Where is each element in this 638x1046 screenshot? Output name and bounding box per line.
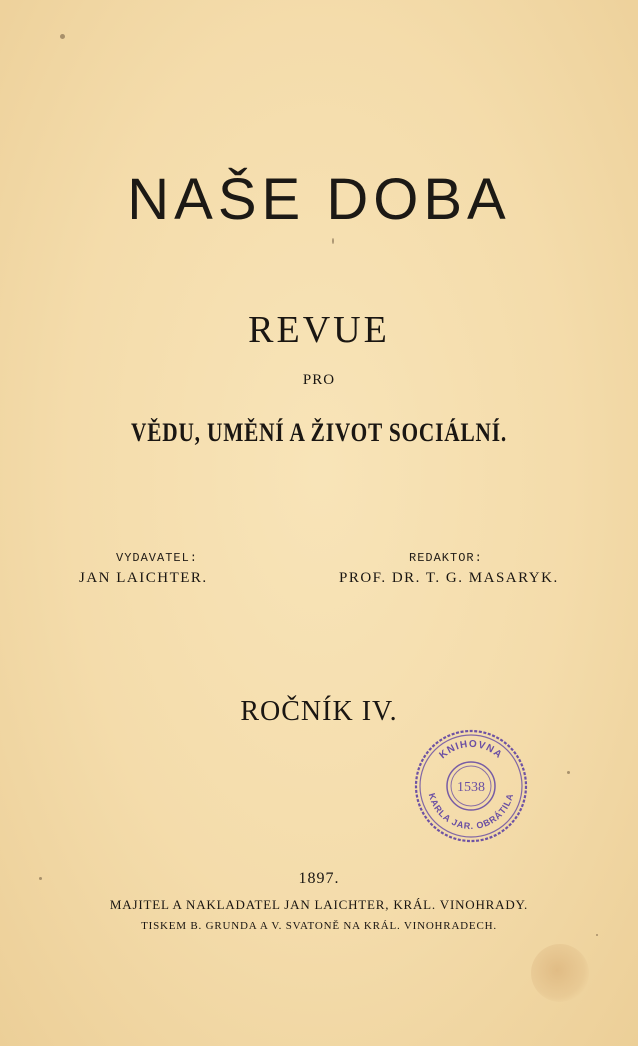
journal-subtitle-topics: VĚDU, UMĚNÍ A ŽIVOT SOCIÁLNÍ. bbox=[130, 418, 507, 447]
svg-text:KNIHOVNA bbox=[438, 739, 505, 761]
publisher-name: JAN LAICHTER. bbox=[79, 570, 208, 586]
paper-stain bbox=[531, 944, 589, 1002]
journal-subtitle-pro: PRO bbox=[302, 372, 336, 388]
library-stamp bbox=[412, 727, 530, 845]
editor-name: PROF. DR. T. G. MASARYK. bbox=[339, 570, 559, 586]
volume-label: ROČNÍK IV. bbox=[240, 696, 398, 727]
journal-title: NAŠE DOBA bbox=[127, 167, 511, 232]
svg-text:KARLA JAR. OBRÁTILA bbox=[427, 792, 516, 831]
stamp-number: 1538 bbox=[457, 780, 485, 795]
stamp-bottom-text: KARLA JAR. OBRÁTILA bbox=[426, 791, 516, 832]
publication-year: 1897. bbox=[298, 870, 340, 887]
paper-speck bbox=[596, 934, 598, 936]
editor-label: REDAKTOR: bbox=[409, 551, 483, 565]
publisher-label: VYDAVATEL: bbox=[116, 551, 199, 565]
publisher-line: MAJITEL A NAKLADATEL JAN LAICHTER, KRÁL. VINOHRADY. bbox=[109, 897, 529, 912]
stamp-top-text: KNIHOVNA bbox=[437, 738, 505, 762]
paper-speck bbox=[39, 877, 42, 880]
printer-line: TISKEM B. GRUNDA A V. SVATONĚ NA KRÁL. VINOHRADECH. bbox=[141, 920, 497, 932]
paper-speck bbox=[60, 34, 65, 39]
paper-speck bbox=[567, 771, 570, 774]
journal-subtitle-revue: REVUE bbox=[248, 309, 390, 351]
paper-speck bbox=[332, 238, 334, 244]
